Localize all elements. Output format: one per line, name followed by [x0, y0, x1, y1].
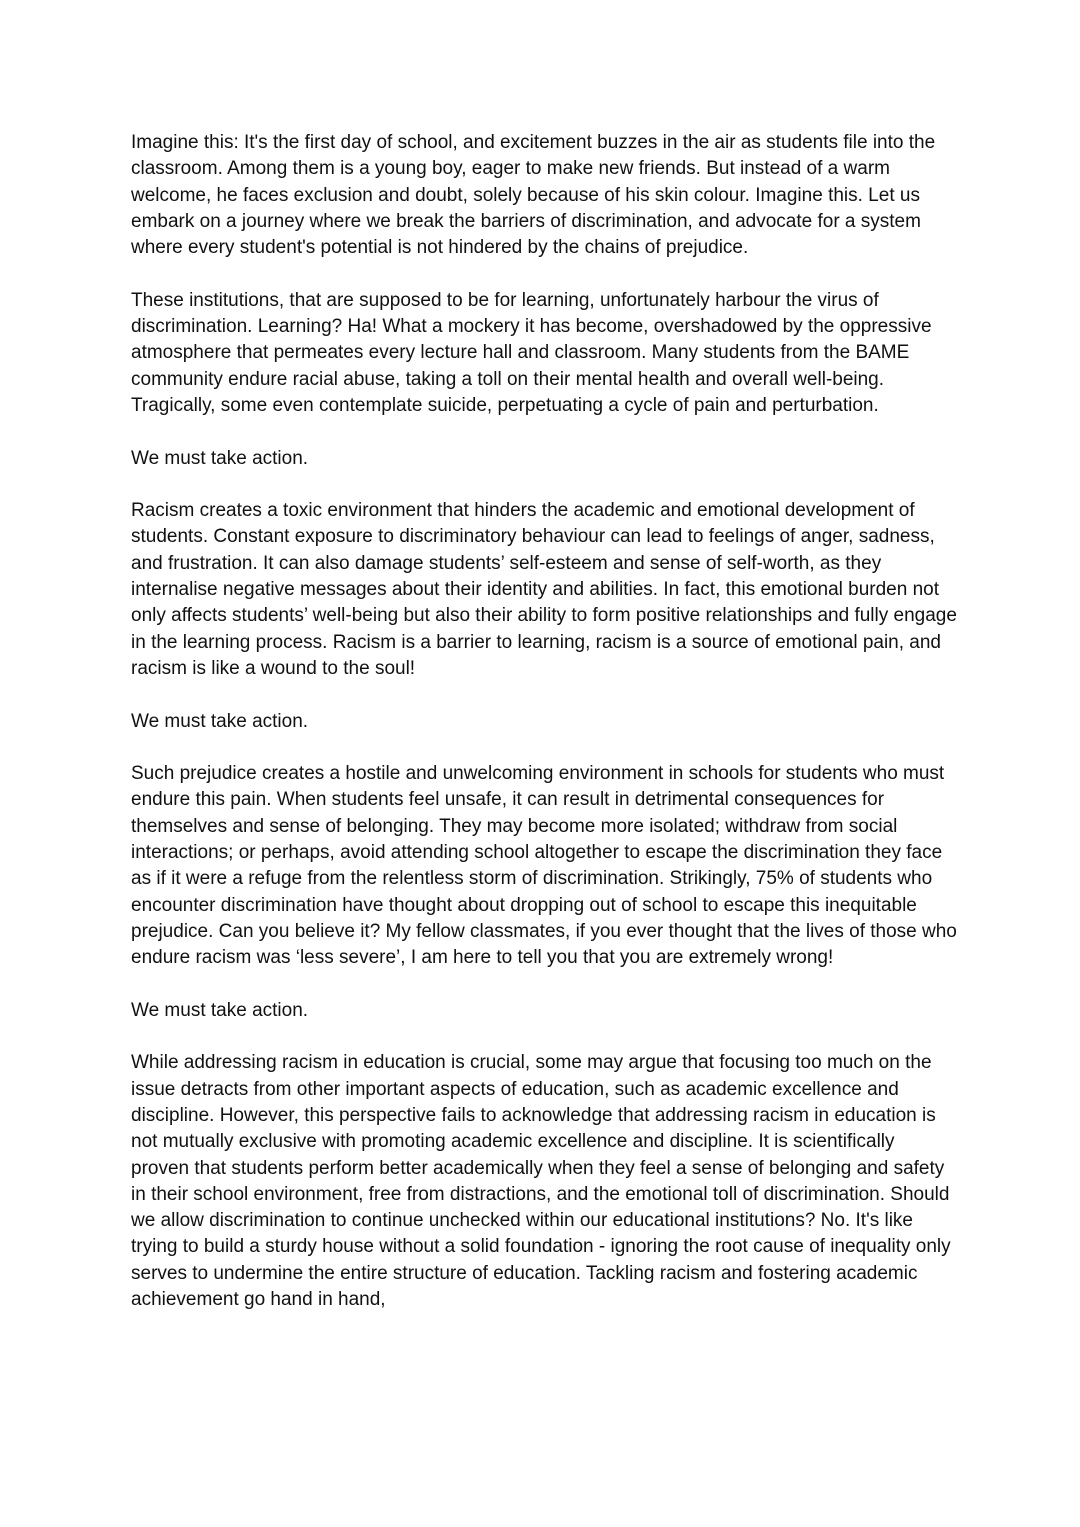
paragraph-call-to-action: We must take action.	[131, 447, 309, 469]
paragraph-hostile-environment: Such prejudice creates a hostile and unwelcoming environment in schools for students who must endure this pain. When students feel unsafe, it can result in detrimental consequences for themselves and sense of belonging. They may become more isolated; withdraw from social interactions; or perhaps, avoid attending school altogether to escape the discrimination they face as if it were a refuge from the relentless storm of discrimination. Strikingly, 75% of students who encounter discrimination have thought about dropping out of school to escape this inequitable prejudice. Can you believe it? My fellow classmates, if you ever thought that the lives of those who endure racism was ‘less severe’, I am here to tell you that you are extremely wrong!	[131, 763, 957, 969]
document-body	[131, 130, 957, 1340]
paragraph-call-to-action: We must take action.	[131, 710, 309, 732]
paragraph-intro: Imagine this: It's the first day of school, and excitement buzzes in the air as students file into the classroom. Among them is a young boy, eager to make new friends. But instead of a warm welcome, he faces exclusion and doubt, solely because of his skin colour. Imagine this. Let us embark on a journey where we break the barriers of discrimination, and advocate for a system where every student's potential is not hindered by the chains of prejudice.	[131, 132, 936, 259]
paragraph-call-to-action: We must take action.	[131, 999, 309, 1021]
paragraph-institutions: These institutions, that are supposed to be for learning, unfortunately harbour the virus of discrimination. Learning? Ha! What a mockery it has become, overshadowed by the oppressive atmosphere that permeates every lecture hall and classroom. Many students from the BAME community endure racial abuse, taking a toll on their mental health and overall well-being. Tragically, some even contemplate suicide, perpetuating a cycle of pain and perturbation.	[131, 289, 932, 416]
paragraph-counterargument: While addressing racism in education is crucial, some may argue that focusing too much on the issue detracts from other important aspects of education, such as academic excellence and discipline. However, this perspective fails to acknowledge that addressing racism in education is not mutually exclusive with promoting academic excellence and discipline. It is scientifically proven that students perform better academically when they feel a sense of belonging and safety in their school environment, free from distractions, and the emotional toll of discrimination. Should we allow discrimination to continue unchecked within our educational institutions? No. It's like trying to build a sturdy house without a solid foundation - ignoring the root cause of inequality only serves to undermine the entire structure of education. Tackling racism and fostering academic achievement go hand in hand,	[131, 1052, 951, 1311]
paragraph-toxic-environment: Racism creates a toxic environment that hinders the academic and emotional development of students. Constant exposure to discriminatory behaviour can lead to feelings of anger, sadness, and frustration. It can also damage students’ self-esteem and sense of self-worth, as they internalise negative messages about their identity and abilities. In fact, this emotional burden not only affects students’ well-being but also their ability to form positive relationships and fully engage in the learning process. Racism is a barrier to learning, racism is a source of emotional pain, and racism is like a wound to the soul!	[131, 500, 957, 679]
